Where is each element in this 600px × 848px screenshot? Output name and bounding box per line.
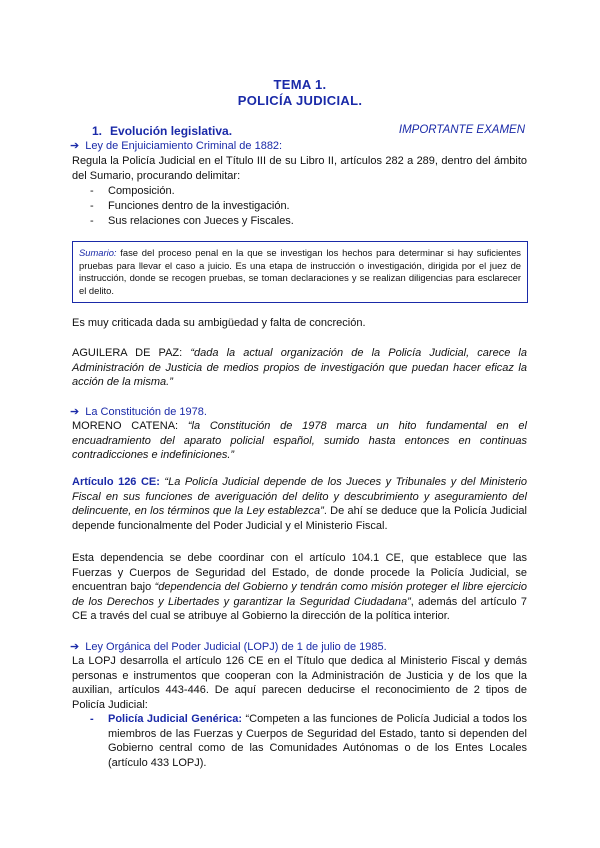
moreno-author: MORENO CATENA:	[72, 420, 188, 432]
sumario-definition-box	[72, 241, 528, 303]
list-item: - Sus relaciones con Jueces y Fiscales.	[72, 214, 294, 229]
lopj-heading-text: Ley Orgánica del Poder Judicial (LOPJ) de 1 de julio de 1985.	[85, 641, 387, 653]
sumario-text: fase del proceso penal en la que se investigan los hechos para determinar si hay suficientes pruebas para llevar el caso a juicio. Es una etapa de instrucción o investigación, dirigida por el juez de instrucción, donde se recogen pruebas, se toman declaraciones y se realizan diligencias para esclarecer el delito.	[79, 247, 521, 296]
art104-quote: “dependencia del Gobierno y tendrán como misión proteger el libre ejercicio de los Derechos y Libertades y garantizar la Seguridad Ciudadana”	[72, 581, 527, 608]
important-exam-tag: IMPORTANTE EXAMEN	[398, 124, 525, 136]
section-number: 1.	[92, 124, 103, 138]
list-item: - Funciones dentro de la investigación.	[72, 199, 294, 214]
list-item: - Composición.	[72, 184, 294, 199]
lopj-list	[72, 712, 527, 770]
lecrim-heading-text: Ley de Enjuiciamiento Criminal de 1882:	[85, 140, 283, 152]
lecrim-list	[72, 184, 294, 229]
art104-text2: , además del artículo 7 CE a través del cual se atribuye al Gobierno la dirección de la política interior.	[72, 595, 527, 622]
chapter-title: POLICÍA JUDICIAL.	[237, 93, 363, 108]
art126-quote: “La Policía Judicial depende de los Jueces y Tribunales y del Ministerio Fiscal en sus funciones de averiguación del delito y descubrimiento y aseguramiento del delincuente, en los términos que la Ley establezca”	[72, 476, 527, 517]
lecrim-heading	[70, 139, 282, 152]
section-title: Evolución legislativa.	[110, 124, 233, 138]
arrow-icon: ➔	[70, 641, 80, 653]
sumario-label: Sumario:	[79, 247, 117, 258]
arrow-icon: ➔	[70, 140, 80, 152]
moreno-quote-paragraph	[72, 419, 527, 463]
art126-paragraph	[72, 475, 527, 533]
lopj-paragraph: La LOPJ desarrolla el artículo 126 CE en el Título que dedica al Ministerio Fiscal y demás personas e instrumentos que cooperan con la Administración de Justicia y de los que la auxilian, artículos 443-446. De aquí parecen deducirse el reconocimiento de 2 tipos de Policía Judicial:	[72, 655, 527, 711]
art104-text1: Esta dependencia se debe coordinar con el artículo 104.1 CE, que establece que las Fuerzas y Cuerpos de Seguridad del Estado, de donde procede la Policía Judicial, se encuentran bajo	[72, 552, 527, 593]
art104-paragraph	[72, 551, 527, 624]
arrow-icon: ➔	[70, 406, 80, 418]
constitucion-heading-text: La Constitución de 1978.	[85, 406, 207, 418]
moreno-quote: “la Constitución de 1978 marca un hito fundamental en el encuadramiento del aparato policial español, sumido hasta entonces en continuas contradicciones e indefiniciones.”	[72, 420, 527, 461]
constitucion-heading	[70, 405, 207, 418]
list-item	[72, 712, 527, 770]
chapter-number: TEMA 1.	[273, 77, 327, 92]
aguilera-author: AGUILERA DE PAZ:	[72, 347, 191, 359]
art126-label: Artículo 126 CE:	[72, 476, 160, 488]
aguilera-quote: “dada la actual organización de la Policía Judicial, carece la Administración de Justicia de medios propios de investigación que puedan hacer eficaz la acción de la misma.”	[72, 347, 527, 388]
lopj-heading	[70, 640, 387, 653]
generica-text: “Competen a las funciones de Policía Judicial a todos los miembros de las Fuerzas y Cuerpos de Seguridad del Estado, tanto si dependen del Gobierno central como de las Comunidades Autónomas o de los Entes Locales (artículo 433 LOPJ).	[108, 713, 527, 769]
section-heading	[92, 124, 232, 138]
aguilera-quote-paragraph	[72, 346, 527, 390]
criticism-text: Es muy criticada dada su ambigüedad y falta de concreción.	[72, 317, 366, 329]
generica-label: Policía Judicial Genérica:	[108, 713, 243, 725]
art126-rest: . De ahí se deduce que la Policía Judicial depende funcionalmente del Poder Judicial y el Ministerio Fiscal.	[72, 505, 527, 532]
lecrim-paragraph: Regula la Policía Judicial en el Título III de su Libro II, artículos 282 a 289, dentro del ámbito del Sumario, procurando delimitar:	[72, 155, 527, 182]
